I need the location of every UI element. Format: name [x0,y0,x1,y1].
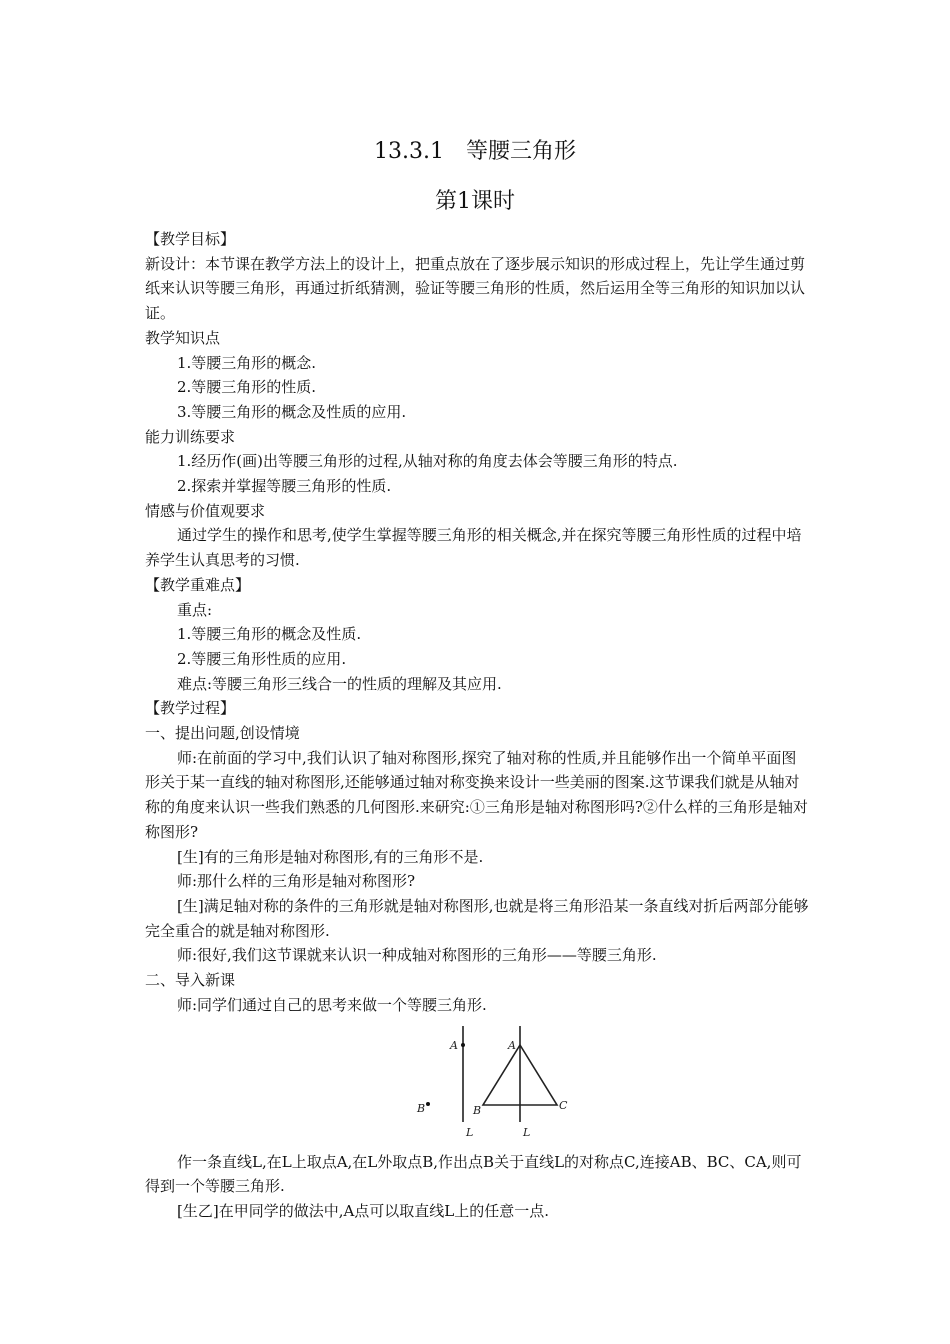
paragraph: [生]满足轴对称的条件的三角形就是轴对称图形,也就是将三角形沿某一条直线对折后两部分能够完全重合的就是轴对称图形. [145,896,809,940]
label-l-right: L [523,1125,531,1139]
point-a-left [461,1043,465,1047]
label-l-left: L [466,1125,474,1139]
label-a-right: A [508,1038,516,1052]
list-item: 2.探索并掌握等腰三角形的性质. [177,477,392,496]
paragraph: [生]有的三角形是轴对称图形,有的三角形不是. [177,847,484,866]
paragraph: 作一条直线L,在L上取点A,在L外取点B,作出点B关于直线L的对称点C,连接AB、BC、CA,则可得到一个等腰三角形. [145,1152,802,1196]
paragraph: 难点:等腰三角形三线合一的性质的理解及其应用. [177,674,502,693]
subheading: 二、导入新课 [145,971,236,990]
paragraph: 新设计：本节课在教学方法上的设计上，把重点放在了逐步展示知识的形成过程上，先让学生通过剪纸来认识等腰三角形，再通过折纸猜测，验证等腰三角形的性质，然后运用全等三角形的知识加以认证。 [145,254,806,323]
page-title: 13.3.1 等腰三角形 [374,139,576,164]
label-b-left: B [417,1101,426,1115]
label-b-right: B [473,1103,482,1117]
label-c-right: C [559,1098,568,1112]
list-item: 1.等腰三角形的概念及性质. [177,625,362,644]
point-b-left [426,1102,430,1106]
section-heading: 【教学重难点】 [145,575,251,594]
subheading: 能力训练要求 [145,427,236,446]
paragraph: [生乙]在甲同学的做法中,A点可以取直线L上的任意一点. [177,1201,550,1220]
section-heading: 【教学目标】 [145,230,236,248]
list-item: 1.等腰三角形的概念. [177,353,317,372]
paragraph: 重点: [177,600,213,619]
paragraph: 通过学生的操作和思考,使学生掌握等腰三角形的相关概念,并在探究等腰三角形性质的过程中培养学生认真思考的习惯. [145,526,802,570]
paragraph: 师:在前面的学习中,我们认识了轴对称图形,探究了轴对称的性质,并且能够作出一个简单平面图形关于某一直线的轴对称图形,还能够通过轴对称变换来设计一些美丽的图案.这节课我们就是从轴对称的角度来认识一些我们熟悉的几何图形.来研究:①三角形是轴对称图形吗?②什么样的三角形是轴对称图形? [145,748,808,841]
label-a-left: A [450,1038,458,1052]
page-subtitle: 第1课时 [435,189,515,214]
isosceles-triangle-figure [415,1022,575,1140]
list-item: 2.等腰三角形性质的应用. [177,649,347,668]
subheading: 教学知识点 [145,328,221,347]
paragraph: 师:那什么样的三角形是轴对称图形? [177,872,416,891]
paragraph: 师:很好,我们这节课就来认识一种成轴对称图形的三角形——等腰三角形. [177,946,657,965]
subheading: 一、提出问题,创设情境 [145,724,300,743]
subheading: 情感与价值观要求 [145,501,266,520]
list-item: 3.等腰三角形的概念及性质的应用. [177,402,407,421]
paragraph: 师:同学们通过自己的思考来做一个等腰三角形. [177,995,487,1014]
document-body [145,227,810,1224]
section-heading: 【教学过程】 [145,699,236,718]
list-item: 2.等腰三角形的性质. [177,378,317,397]
list-item: 1.经历作(画)出等腰三角形的过程,从轴对称的角度去体会等腰三角形的特点. [177,452,678,471]
